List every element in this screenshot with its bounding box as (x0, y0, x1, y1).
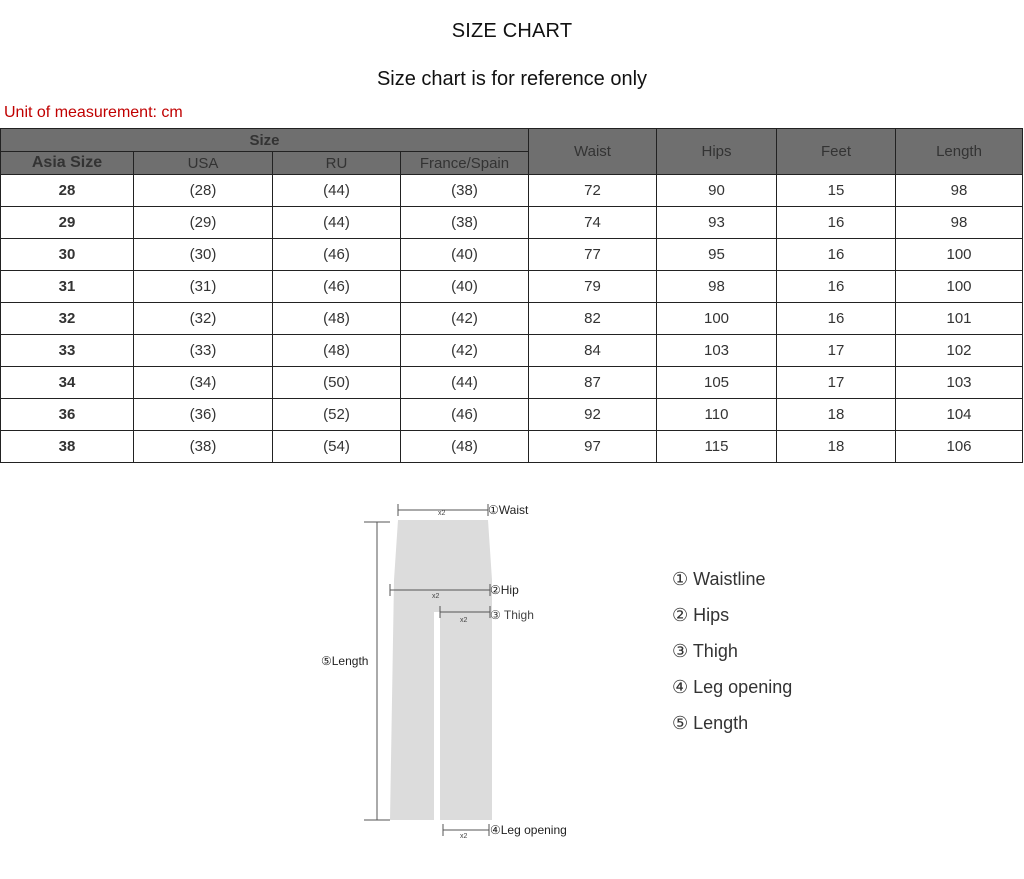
column-header-usa: USA (134, 152, 273, 175)
cell-usa: (31) (134, 271, 273, 303)
cell-feet: 16 (777, 207, 896, 239)
cell-feet: 16 (777, 303, 896, 335)
cell-waist: 77 (529, 239, 657, 271)
cell-ru: (46) (273, 271, 401, 303)
cell-france-spain: (42) (401, 335, 529, 367)
cell-hips: 105 (657, 367, 777, 399)
size-group-header: Size (1, 129, 529, 152)
cell-feet: 17 (777, 335, 896, 367)
cell-waist: 72 (529, 175, 657, 207)
legend-item-length: ⑤ Length (672, 713, 749, 733)
cell-usa: (28) (134, 175, 273, 207)
cell-feet: 17 (777, 367, 896, 399)
cell-hips: 100 (657, 303, 777, 335)
measurement-legend (672, 566, 792, 746)
thigh-multiplier: x2 (460, 617, 468, 624)
cell-france-spain: (42) (401, 303, 529, 335)
cell-asia-size: 32 (1, 303, 134, 335)
waist-label: ①Waist (488, 503, 529, 517)
table-header-row (1, 129, 1023, 152)
cell-waist: 74 (529, 207, 657, 239)
table-row (1, 175, 1023, 207)
page-subtitle: Size chart is for reference only (376, 68, 648, 90)
cell-length: 98 (896, 207, 1023, 239)
page-title: SIZE CHART (451, 20, 573, 42)
cell-asia-size: 28 (1, 175, 134, 207)
column-header-ru: RU (273, 152, 401, 175)
cell-length: 102 (896, 335, 1023, 367)
cell-usa: (34) (134, 367, 273, 399)
pants-silhouette (390, 520, 492, 820)
waist-multiplier: x2 (438, 510, 446, 517)
cell-ru: (52) (273, 399, 401, 431)
cell-asia-size: 30 (1, 239, 134, 271)
legend-item-waistline: ① Waistline (672, 569, 766, 589)
cell-feet: 15 (777, 175, 896, 207)
cell-ru: (50) (273, 367, 401, 399)
table-row (1, 431, 1023, 463)
cell-usa: (29) (134, 207, 273, 239)
thigh-label: ③ Thigh (490, 608, 534, 622)
length-label: ⑤Length (321, 654, 369, 668)
cell-france-spain: (48) (401, 431, 529, 463)
table-row (1, 271, 1023, 303)
cell-france-spain: (40) (401, 271, 529, 303)
cell-france-spain: (38) (401, 175, 529, 207)
cell-usa: (33) (134, 335, 273, 367)
table-body (1, 175, 1023, 463)
cell-usa: (30) (134, 239, 273, 271)
cell-length: 104 (896, 399, 1023, 431)
cell-usa: (32) (134, 303, 273, 335)
leg-opening-label: ④Leg opening (490, 823, 567, 837)
column-header-asia-size: Asia Size (1, 152, 134, 175)
cell-asia-size: 38 (1, 431, 134, 463)
legend-item-hips: ② Hips (672, 605, 730, 625)
cell-asia-size: 34 (1, 367, 134, 399)
cell-feet: 18 (777, 399, 896, 431)
cell-waist: 84 (529, 335, 657, 367)
cell-france-spain: (38) (401, 207, 529, 239)
cell-ru: (44) (273, 175, 401, 207)
cell-ru: (46) (273, 239, 401, 271)
hip-label: ②Hip (490, 583, 519, 597)
cell-france-spain: (40) (401, 239, 529, 271)
cell-feet: 16 (777, 239, 896, 271)
column-header-france-spain: France/Spain (401, 152, 529, 175)
hip-multiplier: x2 (432, 593, 440, 600)
cell-asia-size: 29 (1, 207, 134, 239)
table-row (1, 239, 1023, 271)
cell-feet: 16 (777, 271, 896, 303)
column-header-length: Length (896, 129, 1023, 175)
legend-item-leg-opening: ④ Leg opening (672, 677, 793, 697)
table-row (1, 367, 1023, 399)
cell-hips: 115 (657, 431, 777, 463)
cell-length: 100 (896, 239, 1023, 271)
column-header-waist: Waist (529, 129, 657, 175)
column-header-feet: Feet (777, 129, 896, 175)
cell-ru: (48) (273, 303, 401, 335)
table-row (1, 399, 1023, 431)
pants-diagram (310, 490, 610, 850)
cell-asia-size: 31 (1, 271, 134, 303)
column-header-hips: Hips (657, 129, 777, 175)
table-row (1, 303, 1023, 335)
cell-length: 98 (896, 175, 1023, 207)
cell-waist: 92 (529, 399, 657, 431)
cell-usa: (38) (134, 431, 273, 463)
cell-usa: (36) (134, 399, 273, 431)
cell-hips: 103 (657, 335, 777, 367)
cell-waist: 79 (529, 271, 657, 303)
legend-item-thigh: ③ Thigh (672, 641, 738, 661)
cell-length: 101 (896, 303, 1023, 335)
cell-length: 106 (896, 431, 1023, 463)
cell-asia-size: 33 (1, 335, 134, 367)
cell-france-spain: (46) (401, 399, 529, 431)
cell-waist: 82 (529, 303, 657, 335)
cell-hips: 90 (657, 175, 777, 207)
cell-hips: 110 (657, 399, 777, 431)
cell-waist: 97 (529, 431, 657, 463)
cell-hips: 93 (657, 207, 777, 239)
unit-note: Unit of measurement: cm (4, 104, 183, 121)
cell-ru: (44) (273, 207, 401, 239)
table-row (1, 207, 1023, 239)
size-table (0, 128, 1023, 463)
cell-hips: 98 (657, 271, 777, 303)
cell-asia-size: 36 (1, 399, 134, 431)
cell-waist: 87 (529, 367, 657, 399)
cell-length: 100 (896, 271, 1023, 303)
cell-feet: 18 (777, 431, 896, 463)
leg-opening-multiplier: x2 (460, 833, 468, 840)
cell-hips: 95 (657, 239, 777, 271)
cell-length: 103 (896, 367, 1023, 399)
cell-ru: (48) (273, 335, 401, 367)
table-row (1, 335, 1023, 367)
cell-france-spain: (44) (401, 367, 529, 399)
cell-ru: (54) (273, 431, 401, 463)
